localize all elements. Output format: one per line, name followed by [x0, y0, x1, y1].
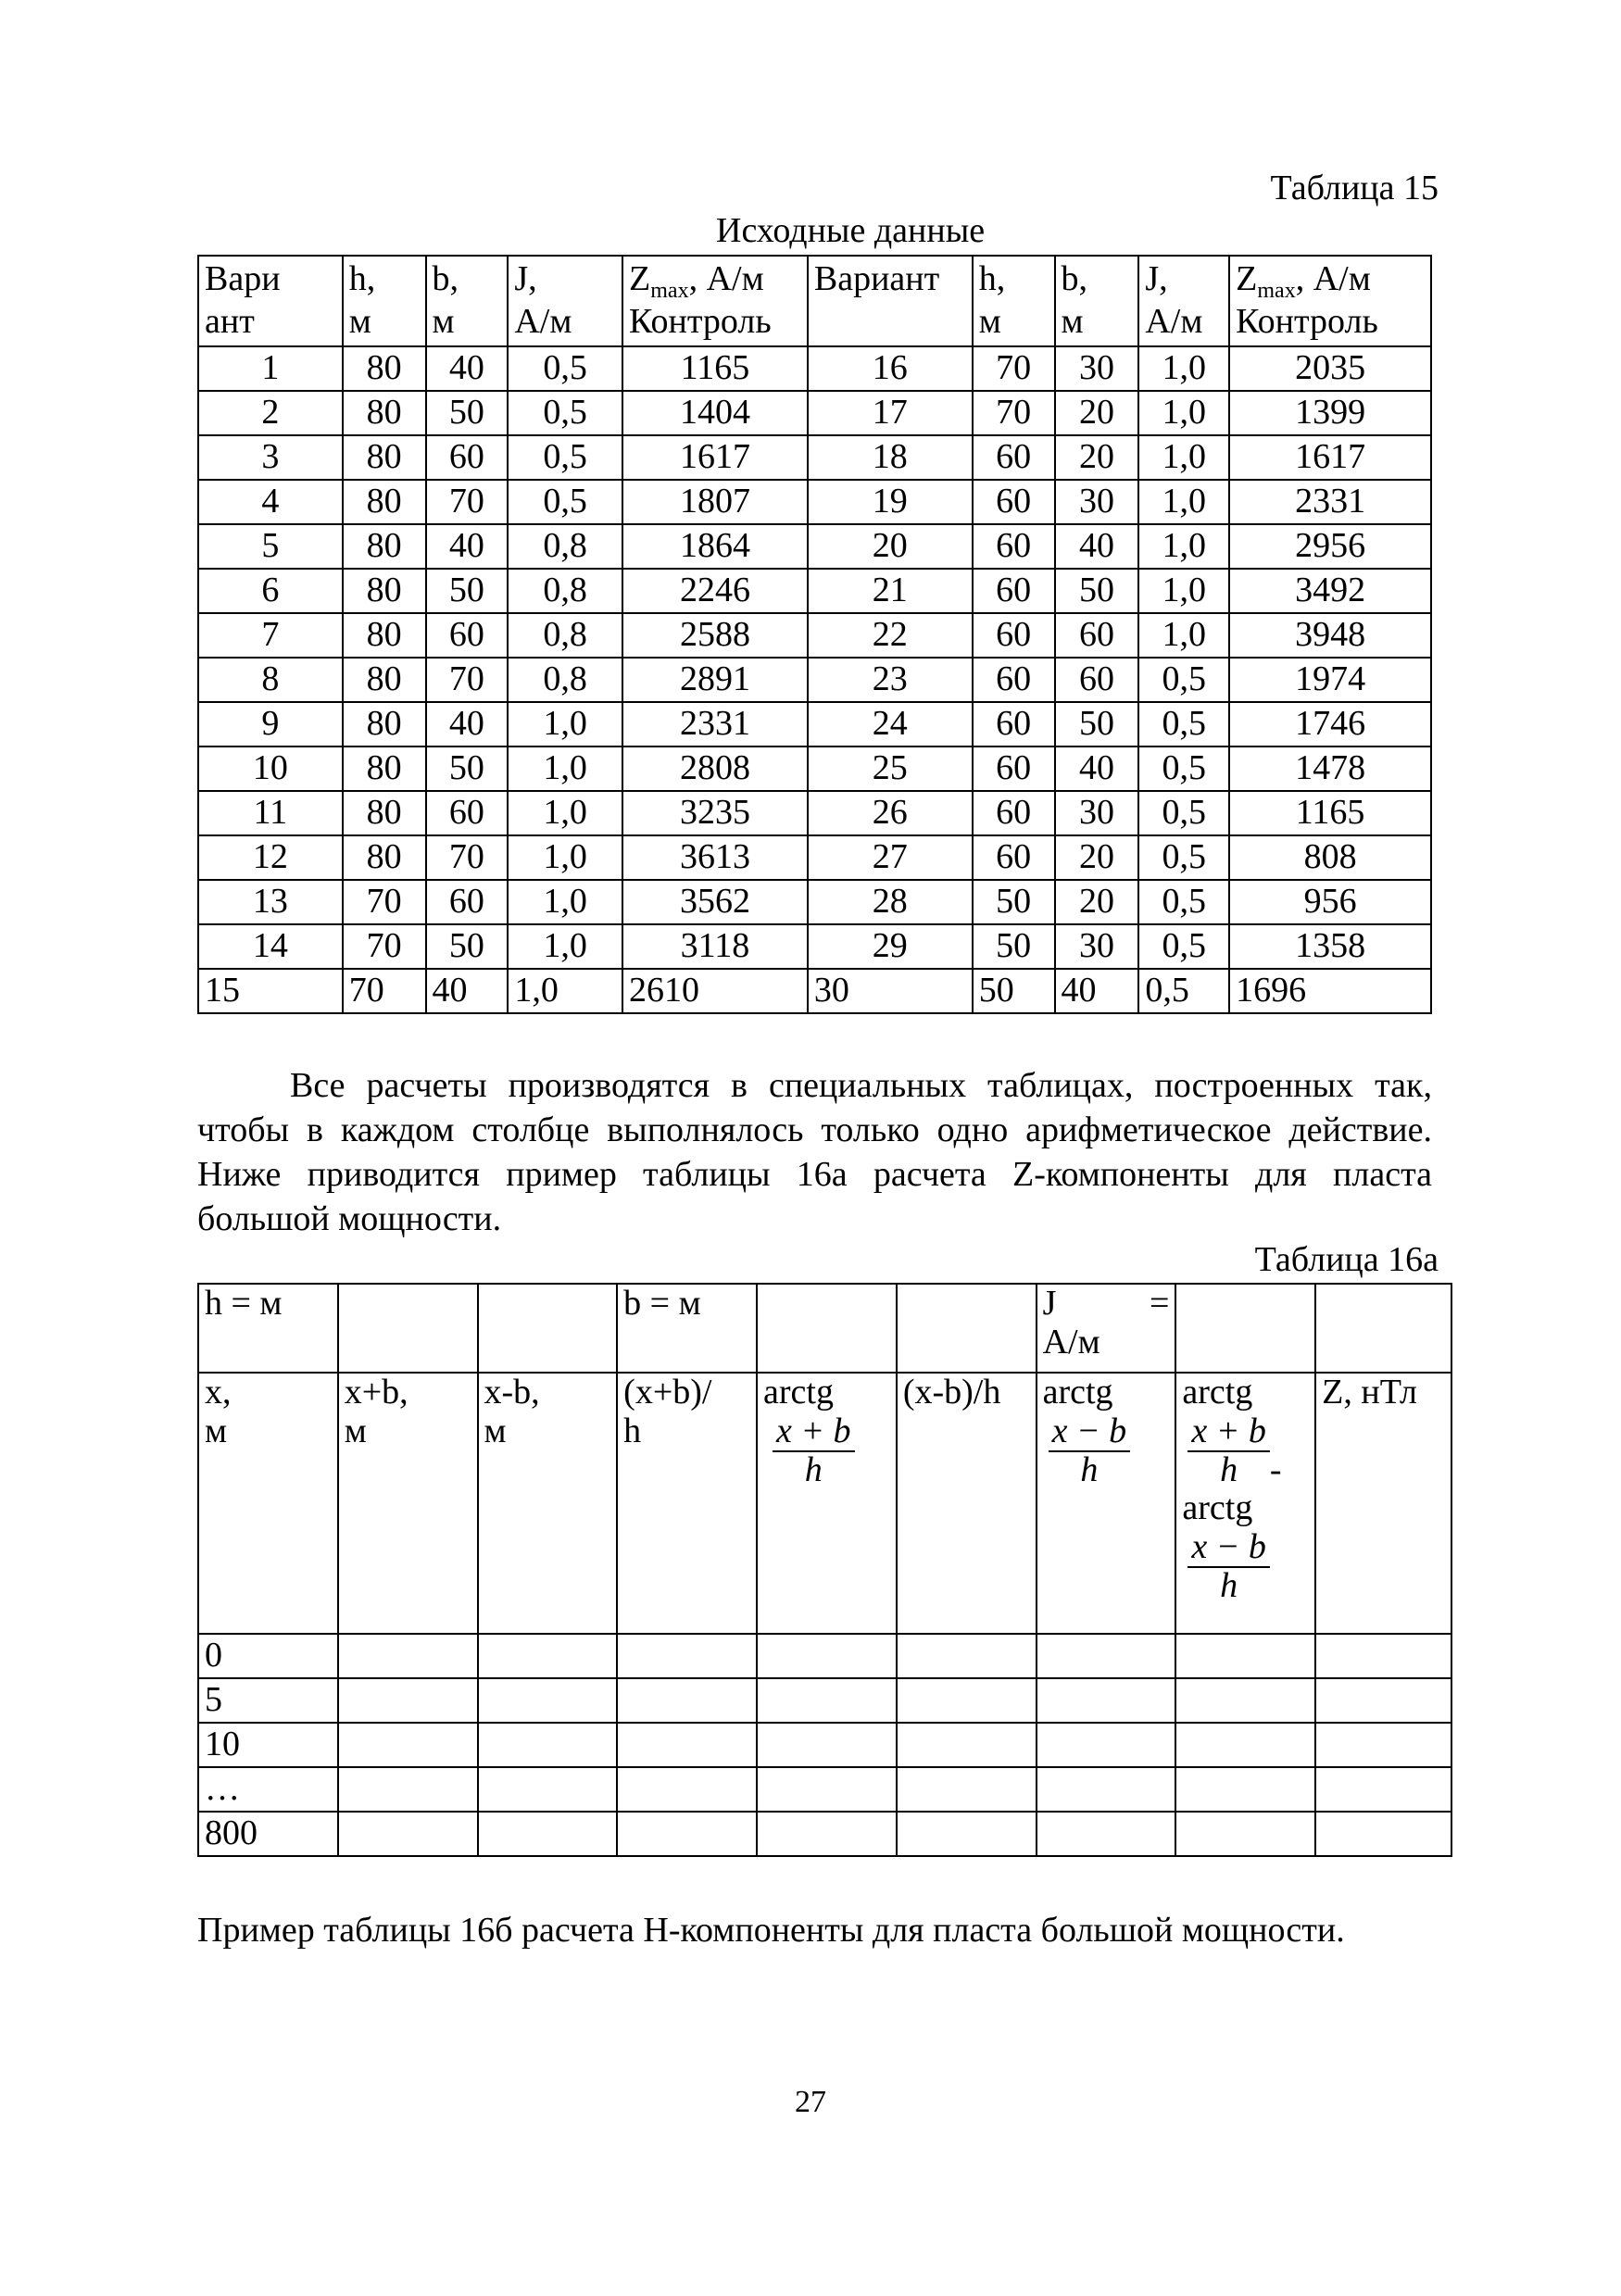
cell: 16: [808, 346, 973, 391]
cell: 80: [343, 835, 426, 880]
cell: 0,5: [1138, 835, 1229, 880]
cell: [617, 1812, 757, 1856]
cell: 1617: [1229, 435, 1431, 480]
cell: [338, 1812, 478, 1856]
cell: [897, 1678, 1037, 1723]
cell: 40: [1055, 969, 1139, 1013]
cell: 2035: [1229, 346, 1431, 391]
header-h: h, м: [343, 256, 426, 346]
cell: 1864: [622, 524, 808, 569]
cell: [1175, 1767, 1315, 1812]
cell: 30: [1055, 346, 1139, 391]
cell: 8: [198, 658, 343, 702]
header-arctg-plus: arctg $\frac{x + b}{h}$: [757, 1373, 897, 1634]
table15-header-row: [198, 256, 1431, 346]
cell: 3235: [622, 791, 808, 835]
cell: [1037, 1678, 1176, 1723]
cell: 20: [808, 524, 973, 569]
cell: 70: [343, 924, 426, 969]
cell: 7: [198, 613, 343, 658]
cell: 4: [198, 480, 343, 524]
cell: 0,5: [508, 480, 622, 524]
cell: 17: [808, 391, 973, 435]
table-row: [198, 569, 1431, 613]
cell: 30: [808, 969, 973, 1013]
cell: 2246: [622, 569, 808, 613]
cell: 15: [198, 969, 343, 1013]
fraction-x-plus-b-over-h: $\frac{x + b}{h}$: [773, 1412, 855, 1490]
cell: [617, 1678, 757, 1723]
table-row: [198, 880, 1431, 924]
cell: [1315, 1678, 1451, 1723]
cell: 1358: [1229, 924, 1431, 969]
cell: [757, 1767, 897, 1812]
cell: 30: [1055, 791, 1139, 835]
cell: 1,0: [1138, 524, 1229, 569]
cell-x: 10: [198, 1723, 338, 1767]
cell: [617, 1723, 757, 1767]
cell: 60: [1055, 658, 1139, 702]
cell: 50: [973, 880, 1055, 924]
cell: 3492: [1229, 569, 1431, 613]
cell: 0,8: [508, 613, 622, 658]
cell: 21: [808, 569, 973, 613]
cell-x: 800: [198, 1812, 338, 1856]
cell: [478, 1634, 618, 1678]
cell: 30: [1055, 924, 1139, 969]
cell: [338, 1284, 478, 1373]
cell: 60: [973, 835, 1055, 880]
cell: 60: [426, 791, 509, 835]
cell: [757, 1723, 897, 1767]
cell: 60: [973, 658, 1055, 702]
cell: 80: [343, 747, 426, 791]
cell: 50: [973, 924, 1055, 969]
table16a-header-row: [198, 1373, 1451, 1634]
cell: 1,0: [508, 747, 622, 791]
cell: 40: [426, 702, 509, 747]
header-arctg-difference: arctg $\frac{x + b}{h}-$ arctg $\frac{x - b}{h}$: [1175, 1373, 1315, 1634]
paragraph-calculation-tables: Все расчеты производятся в специальных таблицах, построенных так, чтобы в каждом столбце выполнялось только одно арифметическое действие. Ниже приводится пример таблицы 16а расчета Z-компоненты для пласта большой мощности.: [197, 1066, 1432, 1238]
header-x: x, м: [198, 1373, 338, 1634]
header-arctg-minus: arctg $\frac{x - b}{h}$: [1037, 1373, 1176, 1634]
cell: 80: [343, 480, 426, 524]
header-b: b, м: [426, 256, 509, 346]
table-row: [198, 435, 1431, 480]
cell: 1,0: [1138, 613, 1229, 658]
cell: 60: [973, 702, 1055, 747]
param-j: J = А/м: [1037, 1284, 1176, 1373]
cell: 60: [973, 524, 1055, 569]
cell: [1175, 1723, 1315, 1767]
header-j: J, А/м: [508, 256, 622, 346]
cell: [897, 1723, 1037, 1767]
cell: 60: [1055, 613, 1139, 658]
cell: [617, 1767, 757, 1812]
cell: [1315, 1634, 1451, 1678]
cell: 1974: [1229, 658, 1431, 702]
header-x-minus-b: x-b, м: [478, 1373, 618, 1634]
table-16a: [197, 1283, 1452, 1857]
cell: 70: [973, 391, 1055, 435]
header-variant: Вари ант: [198, 256, 343, 346]
cell: 0,5: [1138, 924, 1229, 969]
table-row: [198, 747, 1431, 791]
cell: 13: [198, 880, 343, 924]
table-15: [197, 255, 1432, 1014]
cell: 2588: [622, 613, 808, 658]
fraction-x-minus-b-over-h: $\frac{x - b}{h}$: [1187, 1528, 1270, 1606]
table-row: [198, 835, 1431, 880]
cell: 1746: [1229, 702, 1431, 747]
paragraph-table-16b: Пример таблицы 16б расчета Н-компоненты для пласта большой мощности.: [197, 1911, 1345, 1950]
header-zmax: $Z_{max}$, А/м Контроль: [622, 256, 808, 346]
cell: [1315, 1723, 1451, 1767]
table-row: [198, 1767, 1451, 1812]
table-row: [198, 524, 1431, 569]
cell: 25: [808, 747, 973, 791]
cell: 60: [426, 435, 509, 480]
table-row: [198, 346, 1431, 391]
table-row: [198, 702, 1431, 747]
cell: 9: [198, 702, 343, 747]
cell: 1,0: [508, 924, 622, 969]
cell: [338, 1723, 478, 1767]
cell: [338, 1767, 478, 1812]
cell: 6: [198, 569, 343, 613]
cell: [617, 1634, 757, 1678]
cell: 1617: [622, 435, 808, 480]
cell: 1: [198, 346, 343, 391]
cell: 2331: [1229, 480, 1431, 524]
cell: 0,5: [1138, 880, 1229, 924]
cell: 26: [808, 791, 973, 835]
cell: 0,5: [508, 346, 622, 391]
cell: 40: [1055, 747, 1139, 791]
cell: 0,8: [508, 658, 622, 702]
table-row: [198, 480, 1431, 524]
cell: 22: [808, 613, 973, 658]
table-row: [198, 1723, 1451, 1767]
cell: 40: [426, 346, 509, 391]
cell: 1404: [622, 391, 808, 435]
table-row: [198, 1634, 1451, 1678]
cell: 3: [198, 435, 343, 480]
cell: 1165: [622, 346, 808, 391]
table-row: [198, 924, 1431, 969]
cell: [757, 1812, 897, 1856]
cell: [1175, 1812, 1315, 1856]
cell: 0,5: [1138, 969, 1229, 1013]
cell: [757, 1284, 897, 1373]
cell: 0,8: [508, 524, 622, 569]
cell: 0,8: [508, 569, 622, 613]
cell: 50: [426, 924, 509, 969]
header-z: Z, нТл: [1315, 1373, 1451, 1634]
cell: [897, 1767, 1037, 1812]
cell: [478, 1723, 618, 1767]
cell: 1,0: [1138, 435, 1229, 480]
cell: 50: [426, 747, 509, 791]
cell: 70: [343, 880, 426, 924]
header-j-2: J, А/м: [1138, 256, 1229, 346]
cell: 27: [808, 835, 973, 880]
cell: 3948: [1229, 613, 1431, 658]
cell: 1,0: [508, 791, 622, 835]
cell: 1,0: [508, 702, 622, 747]
cell-x: 0: [198, 1634, 338, 1678]
cell: 80: [343, 391, 426, 435]
cell: 1399: [1229, 391, 1431, 435]
cell: 20: [1055, 835, 1139, 880]
table-row: [198, 613, 1431, 658]
cell: 1,0: [1138, 346, 1229, 391]
table15-label: Таблица 15: [1270, 169, 1439, 207]
table15-title: Исходные данные: [716, 211, 986, 250]
cell: [1037, 1767, 1176, 1812]
cell: 60: [426, 880, 509, 924]
cell: 80: [343, 658, 426, 702]
cell: 50: [426, 391, 509, 435]
cell: [338, 1634, 478, 1678]
cell: 808: [1229, 835, 1431, 880]
cell: 60: [973, 480, 1055, 524]
table-row: [198, 391, 1431, 435]
table-row: [198, 1678, 1451, 1723]
cell: 1165: [1229, 791, 1431, 835]
cell: 1696: [1229, 969, 1431, 1013]
header-zmax-2: $Z_{max}$, А/м Контроль: [1229, 256, 1431, 346]
cell: 80: [343, 702, 426, 747]
cell: 20: [1055, 391, 1139, 435]
cell: 80: [343, 435, 426, 480]
cell: 3118: [622, 924, 808, 969]
table16a-label: Таблица 16а: [1254, 1240, 1439, 1279]
cell: 11: [198, 791, 343, 835]
header-ratio-minus: (x-b)/h: [897, 1373, 1037, 1634]
cell: 1,0: [508, 835, 622, 880]
header-ratio-plus: (x+b)/ h: [617, 1373, 757, 1634]
page-number: 27: [795, 2085, 826, 2119]
cell: 60: [973, 435, 1055, 480]
cell: 70: [426, 835, 509, 880]
cell: 29: [808, 924, 973, 969]
cell: 60: [973, 569, 1055, 613]
cell: 80: [343, 524, 426, 569]
cell: 70: [426, 658, 509, 702]
cell: [897, 1634, 1037, 1678]
cell: 3613: [622, 835, 808, 880]
cell: 60: [973, 613, 1055, 658]
cell: 5: [198, 524, 343, 569]
cell: 0,5: [1138, 658, 1229, 702]
cell: 2331: [622, 702, 808, 747]
table-row: [198, 969, 1431, 1013]
cell: [897, 1812, 1037, 1856]
cell: 0,5: [508, 391, 622, 435]
cell: 10: [198, 747, 343, 791]
cell: 956: [1229, 880, 1431, 924]
cell: 80: [343, 791, 426, 835]
cell: 1,0: [508, 880, 622, 924]
table-row: [198, 658, 1431, 702]
cell: 60: [426, 613, 509, 658]
cell: 24: [808, 702, 973, 747]
cell: 23: [808, 658, 973, 702]
cell-x: …: [198, 1767, 338, 1812]
cell: 0,5: [508, 435, 622, 480]
cell: [1175, 1284, 1315, 1373]
cell: 2808: [622, 747, 808, 791]
cell: 28: [808, 880, 973, 924]
cell: 40: [426, 969, 509, 1013]
cell: [1175, 1678, 1315, 1723]
cell: 40: [1055, 524, 1139, 569]
cell: 0,5: [1138, 791, 1229, 835]
cell: 0,5: [1138, 747, 1229, 791]
cell-x: 5: [198, 1678, 338, 1723]
cell: 50: [1055, 569, 1139, 613]
table16a-params-row: [198, 1284, 1451, 1373]
cell: 2891: [622, 658, 808, 702]
header-h-2: h, м: [973, 256, 1055, 346]
cell: [1037, 1812, 1176, 1856]
cell: 70: [343, 969, 426, 1013]
cell: 80: [343, 346, 426, 391]
cell: 60: [973, 747, 1055, 791]
cell: 50: [973, 969, 1055, 1013]
cell: [757, 1678, 897, 1723]
minus-sign: -: [1269, 1449, 1282, 1489]
param-b: b = м: [617, 1284, 757, 1373]
cell: [478, 1284, 618, 1373]
cell: [757, 1634, 897, 1678]
cell: 1,0: [1138, 569, 1229, 613]
cell: [1315, 1284, 1451, 1373]
header-b-2: b, м: [1055, 256, 1139, 346]
cell: [1037, 1723, 1176, 1767]
cell: [1037, 1634, 1176, 1678]
cell: [1315, 1767, 1451, 1812]
cell: 60: [973, 791, 1055, 835]
cell: 20: [1055, 435, 1139, 480]
cell: 70: [973, 346, 1055, 391]
cell: [478, 1678, 618, 1723]
cell: 14: [198, 924, 343, 969]
cell: 1,0: [508, 969, 622, 1013]
cell: [338, 1678, 478, 1723]
cell: 18: [808, 435, 973, 480]
cell: 30: [1055, 480, 1139, 524]
cell: 0,5: [1138, 702, 1229, 747]
cell: 1,0: [1138, 391, 1229, 435]
cell: 40: [426, 524, 509, 569]
cell: 50: [426, 569, 509, 613]
fraction-x-plus-b-over-h: $\frac{x + b}{h}$: [1187, 1412, 1270, 1490]
cell: 1807: [622, 480, 808, 524]
cell: 12: [198, 835, 343, 880]
cell: [1315, 1812, 1451, 1856]
cell: 20: [1055, 880, 1139, 924]
fraction-x-minus-b-over-h: $\frac{x - b}{h}$: [1049, 1412, 1131, 1490]
param-h: h = м: [198, 1284, 338, 1373]
table-row: [198, 791, 1431, 835]
cell: 1,0: [1138, 480, 1229, 524]
cell: 2610: [622, 969, 808, 1013]
cell: 3562: [622, 880, 808, 924]
cell: 80: [343, 569, 426, 613]
cell: [478, 1767, 618, 1812]
cell: 2: [198, 391, 343, 435]
cell: [478, 1812, 618, 1856]
cell: [897, 1284, 1037, 1373]
header-x-plus-b: x+b, м: [338, 1373, 478, 1634]
cell: 19: [808, 480, 973, 524]
cell: 80: [343, 613, 426, 658]
header-variant-2: Вариант: [808, 256, 973, 346]
table-row: [198, 1812, 1451, 1856]
cell: 70: [426, 480, 509, 524]
cell: 1478: [1229, 747, 1431, 791]
cell: 50: [1055, 702, 1139, 747]
cell: 2956: [1229, 524, 1431, 569]
cell: [1175, 1634, 1315, 1678]
